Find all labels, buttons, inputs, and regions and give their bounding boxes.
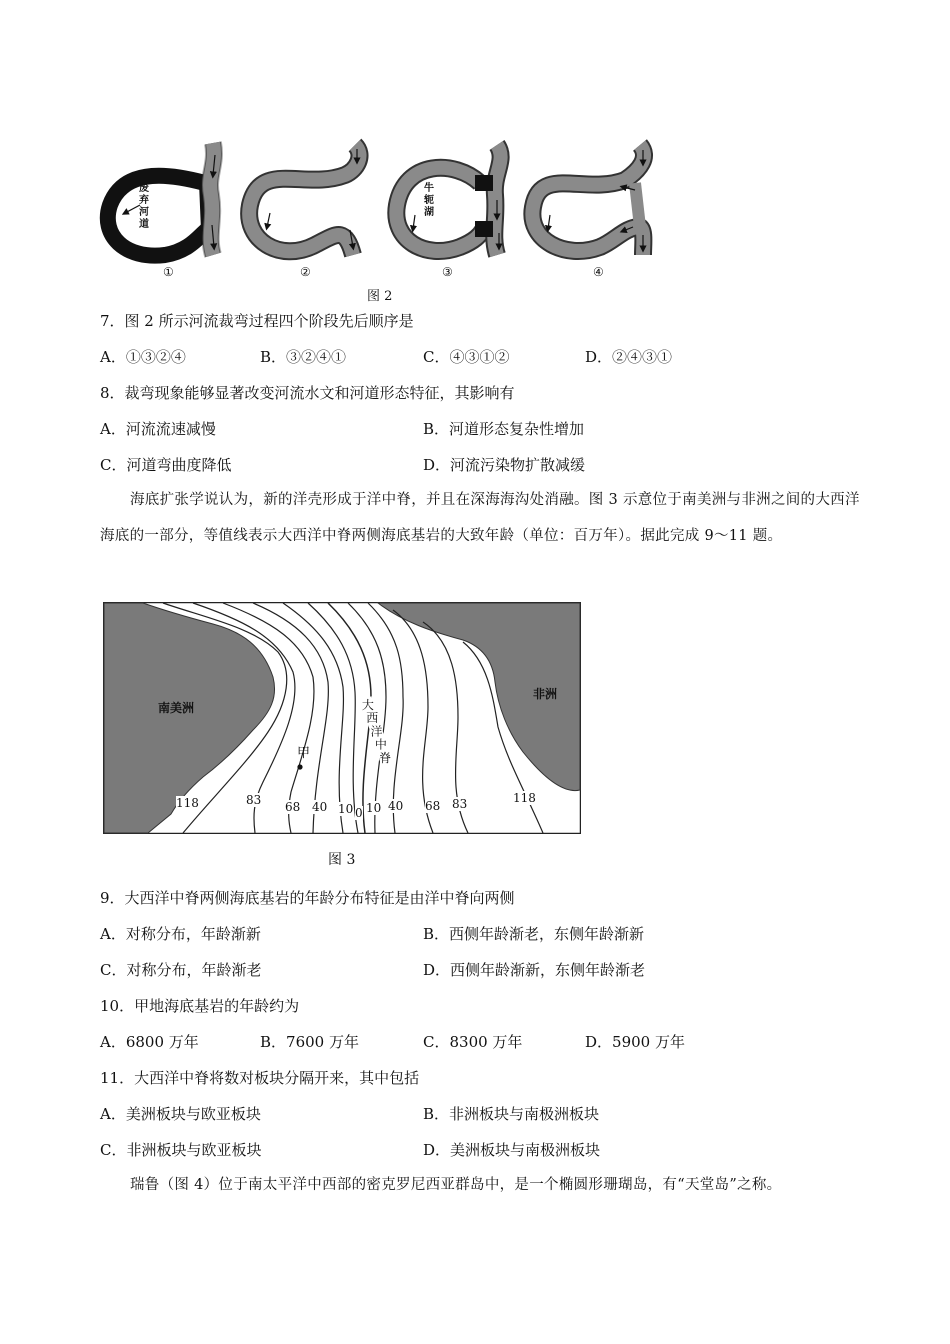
label-south-america: 南美洲 [158, 701, 195, 715]
panel-1 [108, 143, 215, 256]
q11-option-b[interactable]: B．非洲板块与南极洲板块 [423, 1105, 600, 1123]
label-oxbow-lake: 牛 轭 湖 [424, 183, 434, 218]
meander-diagram [95, 135, 675, 305]
q9-option-a[interactable]: A．对称分布，年龄渐新 [100, 925, 261, 943]
q9-stem: 9．大西洋中脊两侧海底基岩的年龄分布特征是由洋中脊向两侧 [100, 889, 515, 907]
contour-label: 83 [452, 797, 468, 811]
label-point-jia: 甲 [297, 746, 311, 761]
q8-option-d[interactable]: D．河流污染物扩散减缓 [423, 456, 586, 474]
q10-stem: 10．甲地海底基岩的年龄约为 [100, 997, 300, 1015]
q7-option-d[interactable]: D．②④③① [585, 348, 673, 366]
q9-option-c[interactable]: C．对称分布，年龄渐老 [100, 961, 262, 979]
label-abandoned-channel: 废 弃 河 道 [139, 183, 149, 230]
q10-option-b[interactable]: B．7600 万年 [260, 1033, 359, 1051]
panel-2-number: ② [300, 265, 311, 279]
q11-option-d[interactable]: D．美洲板块与南极洲板块 [423, 1141, 601, 1159]
figure-3 [103, 602, 581, 834]
q7-option-b[interactable]: B．③②④① [260, 348, 347, 366]
q10-option-a[interactable]: A．6800 万年 [100, 1033, 199, 1051]
q11-stem: 11．大西洋中脊将数对板块分隔开来，其中包括 [100, 1069, 420, 1087]
passage-nauru: 瑞鲁（图 4）位于南太平洋中西部的密克罗尼西亚群岛中，是一个椭圆形珊瑚岛，有“天堂岛”之称。 [130, 1177, 782, 1193]
panel-4-number: ④ [593, 265, 604, 279]
figure-2-caption: 图 2 [367, 289, 393, 304]
panel-4 [532, 145, 644, 255]
q7-option-a[interactable]: A．①③②④ [100, 348, 186, 366]
q11-option-c[interactable]: C．非洲板块与欧亚板块 [100, 1141, 262, 1159]
contour-label: 10 [366, 801, 382, 815]
q7-option-c[interactable]: C．④③①② [423, 348, 510, 366]
contour-label: 40 [388, 799, 404, 813]
contour-label: 68 [425, 799, 441, 813]
contour-label: 68 [285, 800, 301, 814]
panel-2 [249, 145, 359, 255]
q9-option-d[interactable]: D．西侧年龄渐新，东侧年龄渐老 [423, 961, 646, 979]
atlantic-ridge-map [103, 602, 581, 834]
contour-label: 10 [338, 802, 354, 816]
contour-label: 118 [513, 791, 536, 805]
label-mid-atlantic-ridge: 大 西 洋 中 脊 [361, 697, 392, 766]
q11-option-a[interactable]: A．美洲板块与欧亚板块 [100, 1105, 261, 1123]
q8-option-b[interactable]: B．河道形态复杂性增加 [423, 420, 585, 438]
contour-label: 118 [176, 796, 199, 810]
panel-3-number: ③ [442, 265, 453, 279]
figure-2 [95, 135, 675, 305]
contour-label: 0 [355, 806, 363, 820]
contour-label: 40 [312, 800, 328, 814]
label-africa: 非洲 [533, 687, 558, 701]
q8-option-c[interactable]: C．河道弯曲度降低 [100, 456, 232, 474]
contour-label: 83 [246, 793, 262, 807]
panel-3 [396, 145, 500, 255]
q10-option-d[interactable]: D．5900 万年 [585, 1033, 685, 1051]
panel-1-number: ① [163, 265, 174, 279]
figure-3-caption: 图 3 [328, 852, 356, 868]
passage-seafloor-spreading: 海底扩张学说认为，新的洋壳形成于洋中脊，并且在深海海沟处消融。图 3 示意位于南美洲与非洲之间的大西洋海底的一部分，等值线表示大西洋中脊两侧海底基岩的大致年龄（单位：百万年）。据此完成 9～11 题。 [100, 492, 860, 544]
q7-stem: 7．图 2 所示河流裁弯过程四个阶段先后顺序是 [100, 312, 414, 330]
q10-option-c[interactable]: C．8300 万年 [423, 1033, 523, 1051]
q8-option-a[interactable]: A．河流流速减慢 [100, 420, 216, 438]
point-jia-marker [297, 764, 302, 769]
q9-option-b[interactable]: B．西侧年龄渐老，东侧年龄渐新 [423, 925, 645, 943]
q8-stem: 8．裁弯现象能够显著改变河流水文和河道形态特征，其影响有 [100, 384, 515, 402]
